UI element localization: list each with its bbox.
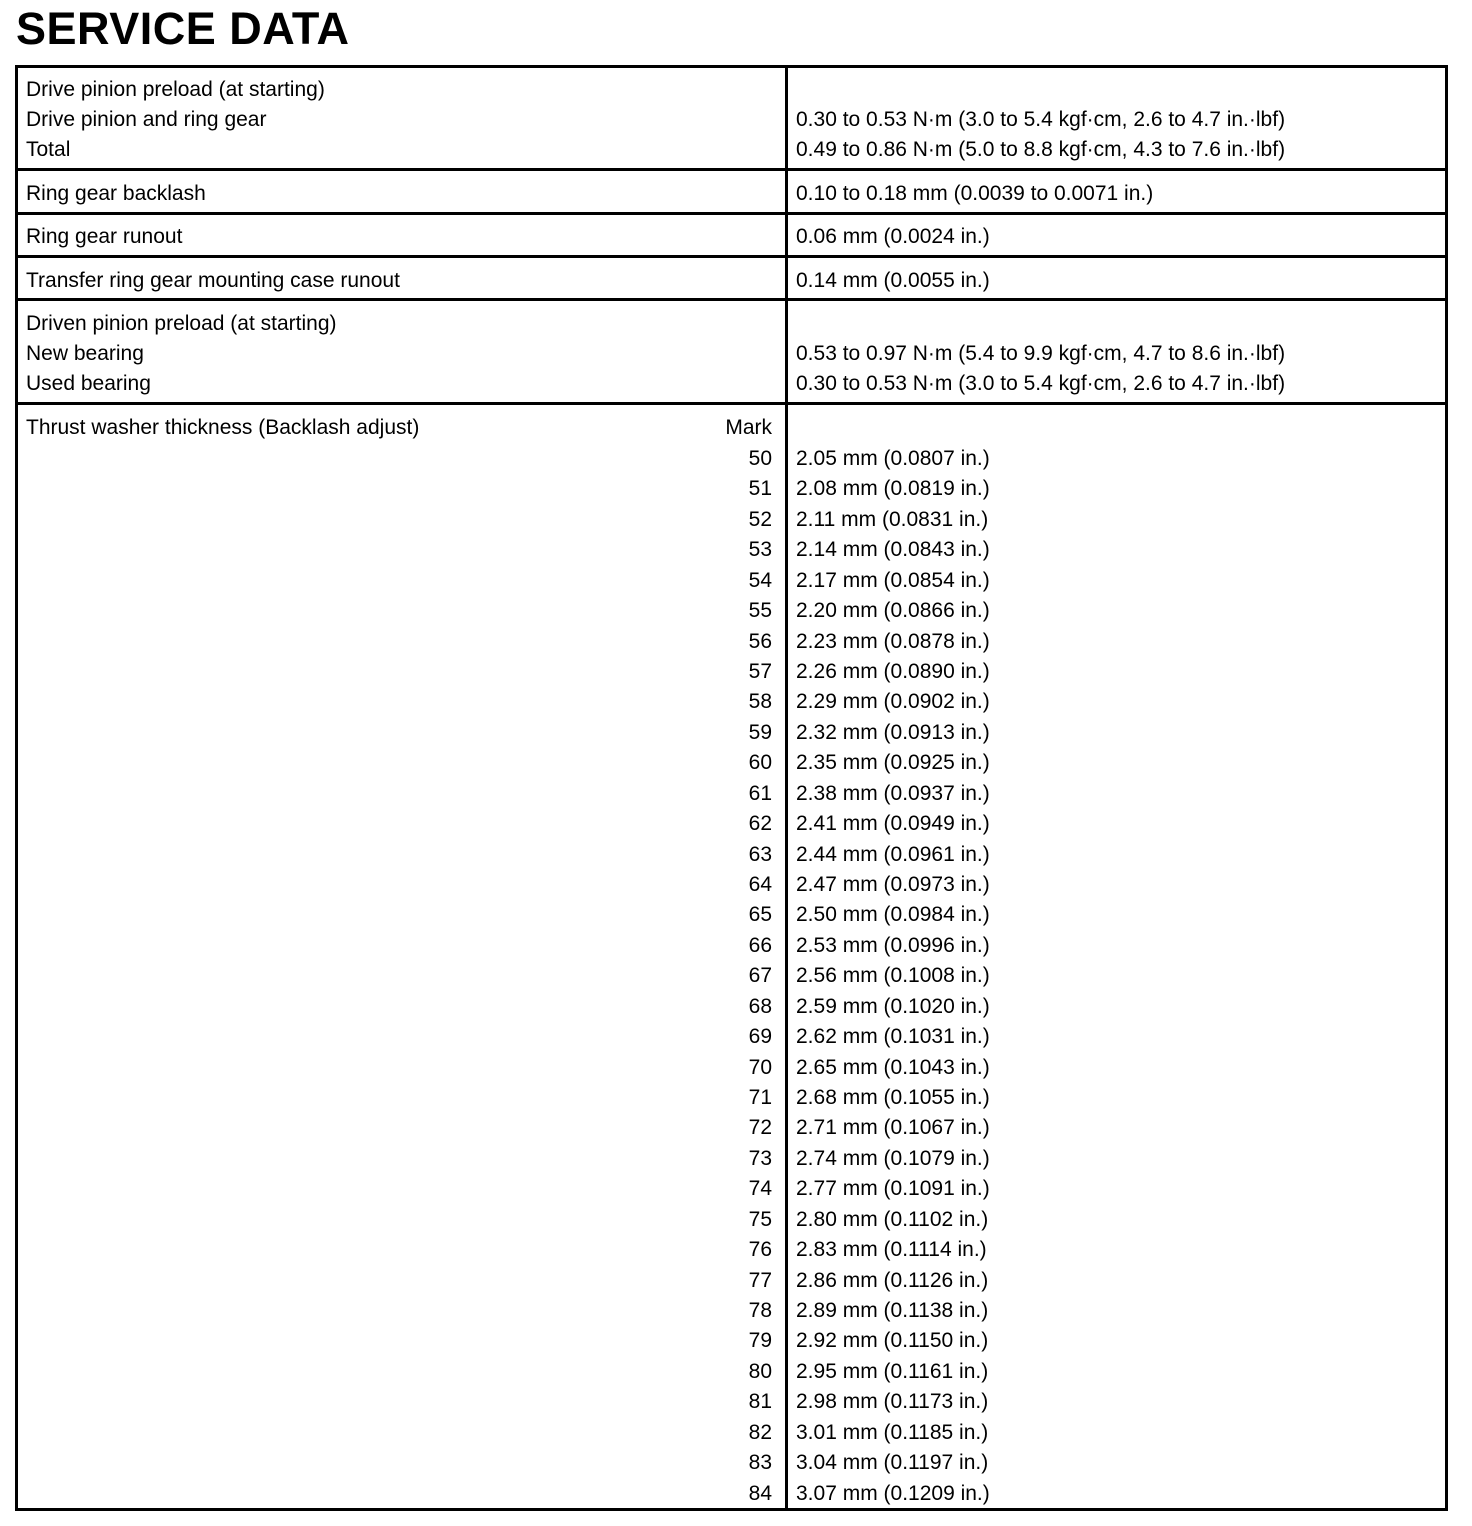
thrust-washer-label: Thrust washer thickness (Backlash adjust) xyxy=(26,416,420,439)
washer-mark: 55 xyxy=(748,599,772,622)
washer-mark: 74 xyxy=(748,1177,772,1200)
washer-mark: 71 xyxy=(748,1086,772,1109)
washer-thickness: 2.47 mm (0.0973 in.) xyxy=(796,873,990,896)
ring-gear-backlash-label: Ring gear backlash xyxy=(26,182,206,205)
washer-thickness: 2.50 mm (0.0984 in.) xyxy=(796,903,990,926)
washer-mark: 77 xyxy=(748,1269,772,1292)
washer-mark: 67 xyxy=(748,964,772,987)
washer-mark: 65 xyxy=(748,903,772,926)
washer-thickness: 2.68 mm (0.1055 in.) xyxy=(796,1086,990,1109)
washer-mark: 81 xyxy=(748,1390,772,1413)
washer-mark: 83 xyxy=(748,1451,772,1474)
washer-mark: 73 xyxy=(748,1147,772,1170)
washer-thickness: 2.35 mm (0.0925 in.) xyxy=(796,751,990,774)
washer-thickness: 2.14 mm (0.0843 in.) xyxy=(796,538,990,561)
drive-pinion-preload-label: Drive pinion preload (at starting) xyxy=(26,78,325,101)
washer-thickness: 2.38 mm (0.0937 in.) xyxy=(796,782,990,805)
washer-thickness: 2.59 mm (0.1020 in.) xyxy=(796,995,990,1018)
mark-header: Mark xyxy=(725,416,772,439)
new-bearing-value: 0.53 to 0.97 N·m (5.4 to 9.9 kgf·cm, 4.7 to 8.6 in.·lbf) xyxy=(796,342,1286,365)
ring-gear-runout-label: Ring gear runout xyxy=(26,225,183,248)
total-value: 0.49 to 0.86 N·m (5.0 to 8.8 kgf·cm, 4.3 to 7.6 in.·lbf) xyxy=(796,138,1286,161)
washer-thickness: 2.08 mm (0.0819 in.) xyxy=(796,477,990,500)
washer-mark: 54 xyxy=(748,569,772,592)
washer-thickness: 2.11 mm (0.0831 in.) xyxy=(796,508,989,531)
used-bearing-label: Used bearing xyxy=(26,372,151,395)
washer-mark: 79 xyxy=(748,1329,772,1352)
washer-thickness: 2.95 mm (0.1161 in.) xyxy=(796,1360,989,1383)
washer-thickness: 2.56 mm (0.1008 in.) xyxy=(796,964,990,987)
drive-pinion-ring-gear-value: 0.30 to 0.53 N·m (3.0 to 5.4 kgf·cm, 2.6 to 4.7 in.·lbf) xyxy=(796,108,1286,131)
washer-mark: 60 xyxy=(748,751,772,774)
new-bearing-label: New bearing xyxy=(26,342,144,365)
washer-mark: 58 xyxy=(748,690,772,713)
page-title: SERVICE DATA xyxy=(16,3,350,54)
used-bearing-value: 0.30 to 0.53 N·m (3.0 to 5.4 kgf·cm, 2.6 to 4.7 in.·lbf) xyxy=(796,372,1286,395)
washer-thickness: 2.53 mm (0.0996 in.) xyxy=(796,934,990,957)
row-divider xyxy=(15,168,1448,171)
washer-thickness: 2.17 mm (0.0854 in.) xyxy=(796,569,990,592)
washer-thickness: 2.44 mm (0.0961 in.) xyxy=(796,843,990,866)
washer-thickness: 2.20 mm (0.0866 in.) xyxy=(796,599,990,622)
washer-mark: 66 xyxy=(748,934,772,957)
washer-mark: 82 xyxy=(748,1421,772,1444)
washer-thickness: 2.23 mm (0.0878 in.) xyxy=(796,630,990,653)
washer-mark: 62 xyxy=(748,812,772,835)
washer-mark: 59 xyxy=(748,721,772,744)
washer-thickness: 2.32 mm (0.0913 in.) xyxy=(796,721,990,744)
washer-thickness: 2.29 mm (0.0902 in.) xyxy=(796,690,990,713)
row-divider xyxy=(15,402,1448,405)
washer-mark: 80 xyxy=(748,1360,772,1383)
washer-mark: 57 xyxy=(748,660,772,683)
washer-thickness: 2.77 mm (0.1091 in.) xyxy=(796,1177,990,1200)
row-divider xyxy=(15,212,1448,215)
washer-thickness: 3.01 mm (0.1185 in.) xyxy=(796,1421,989,1444)
washer-thickness: 2.05 mm (0.0807 in.) xyxy=(796,447,990,470)
washer-thickness: 2.74 mm (0.1079 in.) xyxy=(796,1147,990,1170)
washer-mark: 51 xyxy=(748,477,772,500)
washer-mark: 84 xyxy=(748,1482,772,1505)
washer-thickness: 2.62 mm (0.1031 in.) xyxy=(796,1025,990,1048)
washer-mark: 52 xyxy=(748,508,772,531)
row-divider xyxy=(15,255,1448,258)
column-divider xyxy=(785,65,788,1511)
washer-mark: 70 xyxy=(748,1056,772,1079)
washer-thickness: 2.83 mm (0.1114 in.) xyxy=(796,1238,987,1261)
washer-mark: 68 xyxy=(748,995,772,1018)
washer-thickness: 2.98 mm (0.1173 in.) xyxy=(796,1390,989,1413)
washer-mark: 72 xyxy=(748,1116,772,1139)
ring-gear-backlash-value: 0.10 to 0.18 mm (0.0039 to 0.0071 in.) xyxy=(796,182,1154,205)
total-label: Total xyxy=(26,138,71,161)
washer-thickness: 2.89 mm (0.1138 in.) xyxy=(796,1299,989,1322)
washer-mark: 75 xyxy=(748,1208,772,1231)
washer-thickness: 3.07 mm (0.1209 in.) xyxy=(796,1482,990,1505)
washer-thickness: 2.92 mm (0.1150 in.) xyxy=(796,1329,989,1352)
washer-mark: 56 xyxy=(748,630,772,653)
washer-mark: 53 xyxy=(748,538,772,561)
transfer-case-runout-value: 0.14 mm (0.0055 in.) xyxy=(796,269,990,292)
washer-thickness: 2.86 mm (0.1126 in.) xyxy=(796,1269,989,1292)
ring-gear-runout-value: 0.06 mm (0.0024 in.) xyxy=(796,225,990,248)
washer-thickness: 2.26 mm (0.0890 in.) xyxy=(796,660,990,683)
washer-mark: 64 xyxy=(748,873,772,896)
washer-mark: 78 xyxy=(748,1299,772,1322)
drive-pinion-ring-gear-label: Drive pinion and ring gear xyxy=(26,108,267,131)
washer-mark: 69 xyxy=(748,1025,772,1048)
row-divider xyxy=(15,298,1448,301)
transfer-case-runout-label: Transfer ring gear mounting case runout xyxy=(26,269,400,292)
washer-mark: 76 xyxy=(748,1238,772,1261)
washer-thickness: 2.80 mm (0.1102 in.) xyxy=(796,1208,989,1231)
washer-thickness: 3.04 mm (0.1197 in.) xyxy=(796,1451,989,1474)
washer-thickness: 2.65 mm (0.1043 in.) xyxy=(796,1056,990,1079)
washer-thickness: 2.71 mm (0.1067 in.) xyxy=(796,1116,990,1139)
washer-mark: 61 xyxy=(748,782,772,805)
washer-mark: 50 xyxy=(748,447,772,470)
washer-mark: 63 xyxy=(748,843,772,866)
driven-pinion-preload-label: Driven pinion preload (at starting) xyxy=(26,312,337,335)
washer-thickness: 2.41 mm (0.0949 in.) xyxy=(796,812,990,835)
